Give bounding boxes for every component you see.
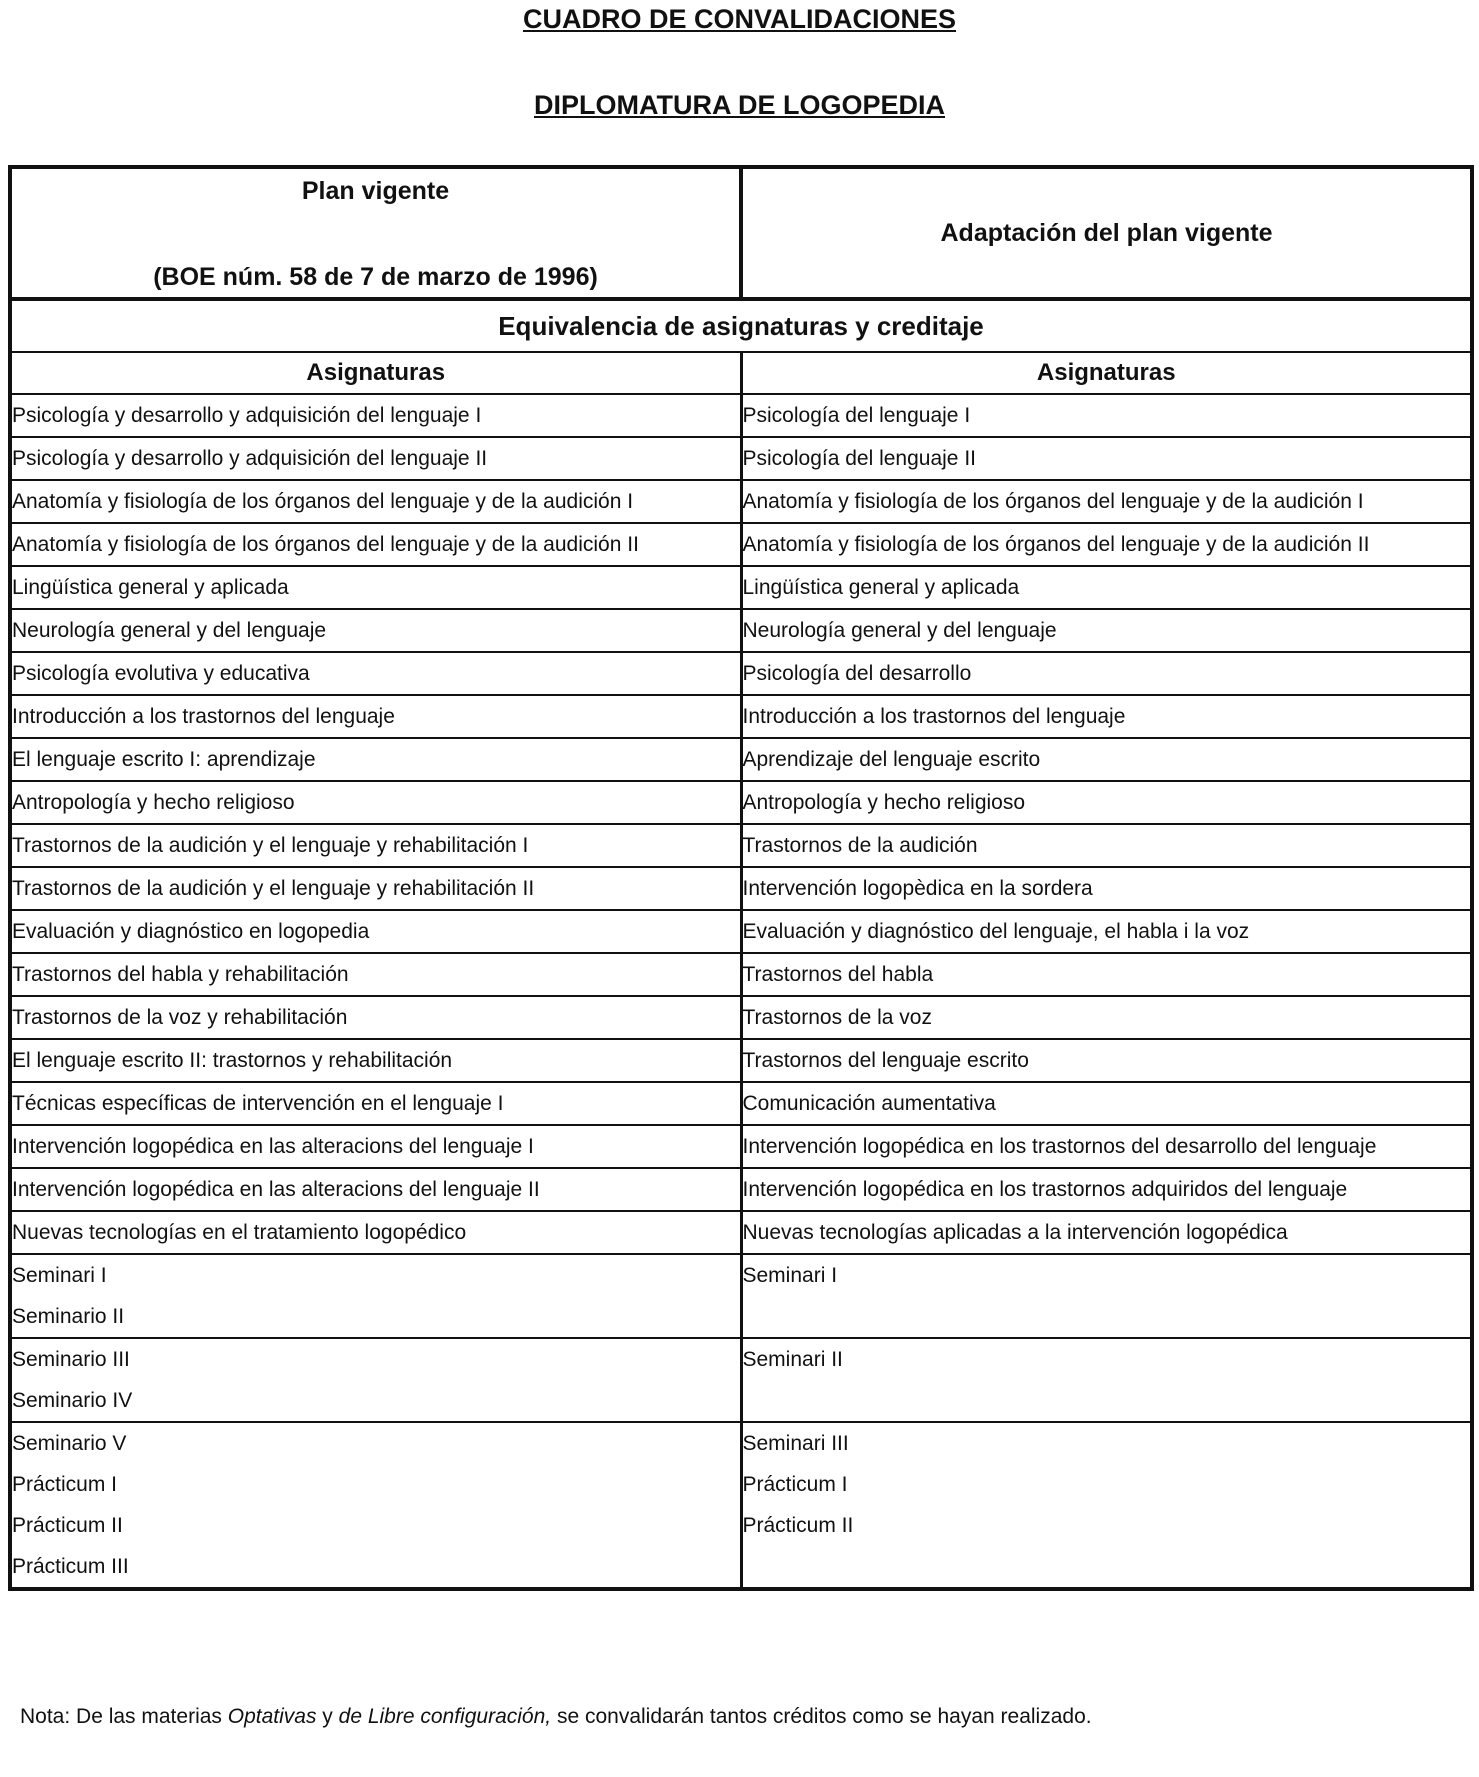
plan-vigente-subject: Anatomía y fisiología de los órganos del lenguaje y de la audición II — [10, 523, 741, 566]
adaptacion-subject: Seminari II — [742, 1347, 843, 1371]
adaptacion-subject: Neurología general y del lenguaje — [741, 609, 1472, 652]
table-row — [10, 738, 1472, 781]
plan-vigente-subject: Neurología general y del lenguaje — [10, 609, 741, 652]
table-row — [10, 1039, 1472, 1082]
adaptacion-subject: Trastornos de la voz — [741, 996, 1472, 1039]
adaptacion-subject: Psicología del desarrollo — [741, 652, 1472, 695]
table-row — [10, 1211, 1472, 1254]
note-mid: y — [316, 1705, 339, 1728]
table-row — [10, 996, 1472, 1039]
plan-vigente-subject: Seminario IV — [10, 1380, 741, 1422]
footnote — [20, 1705, 1092, 1729]
adaptacion-header: Adaptación del plan vigente — [741, 167, 1472, 299]
equivalence-heading: Equivalencia de asignaturas y creditaje — [10, 299, 1472, 352]
adaptacion-subject: Lingüística general y aplicada — [741, 566, 1472, 609]
table-row — [10, 1380, 1472, 1422]
plan-vigente-subject: Trastornos de la audición y el lenguaje y rehabilitación II — [10, 867, 741, 910]
table-row — [10, 695, 1472, 738]
boe-reference: (BOE núm. 58 de 7 de marzo de 1996) — [153, 263, 598, 291]
adaptacion-subject: Psicología del lenguaje I — [741, 394, 1472, 437]
table-row — [10, 953, 1472, 996]
plan-vigente-subject: Evaluación y diagnóstico en logopedia — [10, 910, 741, 953]
plan-vigente-header — [10, 167, 741, 299]
adaptacion-subject: Seminari III — [742, 1431, 849, 1455]
plan-vigente-label: Plan vigente — [301, 177, 450, 205]
plan-vigente-subject: Intervención logopédica en las alteracions del lenguaje I — [10, 1125, 741, 1168]
table-row — [10, 1125, 1472, 1168]
adaptacion-subject: Intervención logopédica en los trastornos del desarrollo del lenguaje — [741, 1125, 1472, 1168]
adaptacion-subject: Prácticum I — [742, 1472, 848, 1496]
table-row — [10, 1505, 1472, 1546]
plan-header-row — [10, 167, 1472, 299]
document-title: CUADRO DE CONVALIDACIONES — [522, 4, 956, 34]
table-row — [10, 1168, 1472, 1211]
adaptacion-subject: Anatomía y fisiología de los órganos del lenguaje y de la audición II — [741, 523, 1472, 566]
adaptacion-subject: Prácticum II — [742, 1513, 854, 1537]
plan-vigente-subject: Psicología y desarrollo y adquisición del lenguaje I — [10, 394, 741, 437]
plan-vigente-subject: Prácticum II — [10, 1505, 741, 1546]
table-row — [10, 1296, 1472, 1338]
table-row — [10, 566, 1472, 609]
adaptacion-subject: Trastornos del lenguaje escrito — [741, 1039, 1472, 1082]
adaptacion-subject: Trastornos del habla — [741, 953, 1472, 996]
convalidation-table — [8, 165, 1474, 1591]
table-row — [10, 437, 1472, 480]
table-row — [10, 824, 1472, 867]
column-header-right: Asignaturas — [741, 352, 1472, 394]
plan-vigente-subject: Nuevas tecnologías en el tratamiento logopédico — [10, 1211, 741, 1254]
column-header-row — [10, 352, 1472, 394]
plan-vigente-subject: Trastornos de la voz y rehabilitación — [10, 996, 741, 1039]
adaptacion-subject: Introducción a los trastornos del lenguaje — [741, 695, 1472, 738]
adaptacion-subject: Nuevas tecnologías aplicadas a la intervención logopédica — [741, 1211, 1472, 1254]
adaptacion-subject: Aprendizaje del lenguaje escrito — [741, 738, 1472, 781]
plan-vigente-subject: Anatomía y fisiología de los órganos del lenguaje y de la audición I — [10, 480, 741, 523]
plan-vigente-subject: El lenguaje escrito II: trastornos y rehabilitación — [10, 1039, 741, 1082]
adaptacion-subject: Intervención logopédica en los trastornos adquiridos del lenguaje — [741, 1168, 1472, 1211]
plan-vigente-subject: Psicología y desarrollo y adquisición del lenguaje II — [10, 437, 741, 480]
table-row — [10, 867, 1472, 910]
note-prefix: Nota: De las materias — [20, 1705, 228, 1728]
note-suffix: se convalidarán tantos créditos como se hayan realizado. — [551, 1705, 1092, 1728]
adaptacion-subject: Comunicación aumentativa — [741, 1082, 1472, 1125]
table-row — [10, 1422, 1472, 1464]
adaptacion-subject — [741, 1296, 1472, 1338]
table-row — [10, 910, 1472, 953]
adaptacion-subject — [741, 1380, 1472, 1422]
plan-vigente-subject: Introducción a los trastornos del lenguaje — [10, 695, 741, 738]
plan-vigente-subject: Psicología evolutiva y educativa — [10, 652, 741, 695]
note-libre: de Libre configuración, — [338, 1705, 552, 1728]
table-row — [10, 781, 1472, 824]
plan-vigente-subject: Prácticum I — [10, 1464, 741, 1505]
plan-vigente-subject: Técnicas específicas de intervención en el lenguaje I — [10, 1082, 741, 1125]
plan-vigente-subject: Seminari I — [10, 1254, 741, 1296]
table-row — [10, 1254, 1472, 1296]
adaptacion-subject: Antropología y hecho religioso — [741, 781, 1472, 824]
adaptacion-subject: Trastornos de la audición — [741, 824, 1472, 867]
adaptacion-subject — [741, 1546, 1472, 1589]
plan-vigente-subject: El lenguaje escrito I: aprendizaje — [10, 738, 741, 781]
table-row — [10, 1464, 1472, 1505]
plan-vigente-subject: Intervención logopédica en las alteracions del lenguaje II — [10, 1168, 741, 1211]
note-optativas: Optativas — [227, 1705, 317, 1728]
table-row — [10, 480, 1472, 523]
adaptacion-subject: Evaluación y diagnóstico del lenguaje, el habla i la voz — [741, 910, 1472, 953]
adaptacion-subject: Intervención logopèdica en la sordera — [741, 867, 1472, 910]
adaptacion-subject: Seminari I — [742, 1263, 838, 1287]
table-row — [10, 609, 1472, 652]
plan-vigente-subject: Seminario V — [10, 1422, 741, 1464]
table-row — [10, 1338, 1472, 1380]
plan-vigente-subject: Lingüística general y aplicada — [10, 566, 741, 609]
equivalence-row — [10, 299, 1472, 352]
table-row — [10, 1546, 1472, 1589]
adaptacion-subject: Anatomía y fisiología de los órganos del lenguaje y de la audición I — [741, 480, 1472, 523]
plan-vigente-subject: Trastornos de la audición y el lenguaje y rehabilitación I — [10, 824, 741, 867]
plan-vigente-subject: Seminario III — [10, 1338, 741, 1380]
adaptacion-subject: Psicología del lenguaje II — [741, 437, 1472, 480]
plan-vigente-subject: Antropología y hecho religioso — [10, 781, 741, 824]
table-row — [10, 394, 1472, 437]
column-header-left: Asignaturas — [10, 352, 741, 394]
plan-vigente-subject: Prácticum III — [10, 1546, 741, 1589]
table-row — [10, 652, 1472, 695]
plan-vigente-subject: Seminario II — [10, 1296, 741, 1338]
table-row — [10, 523, 1472, 566]
table-row — [10, 1082, 1472, 1125]
plan-vigente-subject: Trastornos del habla y rehabilitación — [10, 953, 741, 996]
document-subtitle: DIPLOMATURA DE LOGOPEDIA — [534, 90, 945, 120]
